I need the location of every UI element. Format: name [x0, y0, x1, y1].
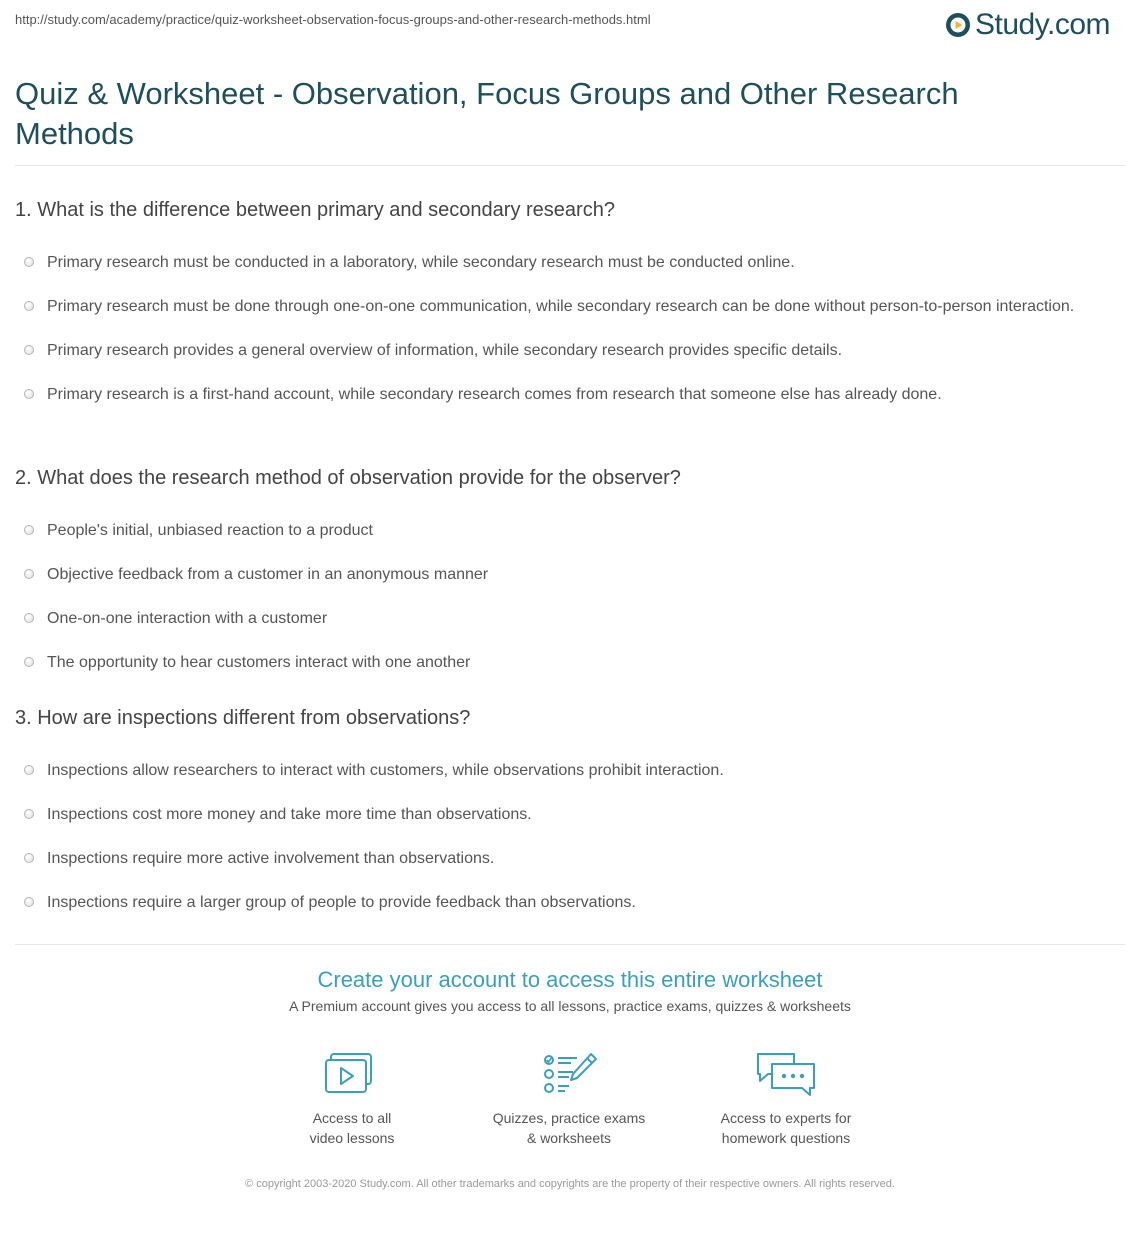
radio-button-icon[interactable]: [24, 525, 34, 535]
feature-experts: [691, 1050, 881, 1148]
question-1: [15, 197, 1125, 409]
answer-option[interactable]: [15, 757, 1125, 785]
answer-option[interactable]: [15, 889, 1125, 917]
answer-option[interactable]: [15, 845, 1125, 873]
answer-option[interactable]: [15, 517, 1125, 545]
answer-label: Primary research provides a general overview of information, while secondary research provides specific details.: [47, 342, 843, 359]
question-text: 3. How are inspections different from observations?: [15, 707, 471, 729]
answer-label: Primary research is a first-hand account, while secondary research comes from research that someone else has already done.: [47, 386, 942, 403]
answer-label: Objective feedback from a customer in an anonymous manner: [47, 566, 489, 583]
answer-option[interactable]: [15, 249, 1125, 277]
answer-label: Inspections allow researchers to interact with customers, while observations prohibit interaction.: [47, 762, 724, 779]
answer-option[interactable]: [15, 801, 1125, 829]
radio-button-icon[interactable]: [24, 345, 34, 355]
radio-button-icon[interactable]: [24, 657, 34, 667]
answer-option[interactable]: [15, 337, 1125, 365]
answer-option[interactable]: [15, 649, 1125, 677]
answer-label: One-on-one interaction with a customer: [47, 610, 328, 627]
feature-label: Access to all video lessons: [309, 1110, 395, 1146]
study-logo[interactable]: [945, 7, 1110, 43]
answer-option[interactable]: [15, 561, 1125, 589]
chat-bubbles-icon: [754, 1050, 818, 1098]
title-divider: [15, 165, 1125, 166]
premium-description: A Premium account gives you access to all lessons, practice exams, quizzes & worksheets: [289, 998, 851, 1014]
logo-text: Study.com: [975, 8, 1110, 41]
answer-label: People's initial, unbiased reaction to a product: [47, 522, 373, 539]
answer-label: Inspections require more active involvement than observations.: [47, 850, 495, 867]
section-divider: [15, 944, 1125, 945]
radio-button-icon[interactable]: [24, 765, 34, 775]
answer-option[interactable]: [15, 293, 1125, 321]
page-title: Quiz & Worksheet - Observation, Focus Groups and Other Research Methods: [15, 76, 959, 151]
feature-label: Quizzes, practice exams & worksheets: [492, 1110, 646, 1146]
answer-label: The opportunity to hear customers interact with one another: [47, 654, 471, 671]
copyright-notice: © copyright 2003-2020 Study.com. All other trademarks and copyrights are the property of their respective owners. All rights reserved.: [245, 1178, 895, 1190]
question-text: 1. What is the difference between primary and secondary research?: [15, 199, 615, 221]
create-account-link[interactable]: Create your account to access this entire worksheet: [317, 967, 823, 992]
feature-quizzes: [474, 1050, 664, 1148]
answer-label: Inspections require a larger group of people to provide feedback than observations.: [47, 894, 636, 911]
radio-button-icon[interactable]: [24, 301, 34, 311]
radio-button-icon[interactable]: [24, 389, 34, 399]
page-url: http://study.com/academy/practice/quiz-worksheet-observation-focus-groups-and-other-research-methods.html: [15, 12, 651, 27]
radio-button-icon[interactable]: [24, 809, 34, 819]
radio-button-icon[interactable]: [24, 853, 34, 863]
answer-label: Primary research must be done through one-on-one communication, while secondary research can be done without person-to-person interaction.: [47, 298, 1075, 315]
answer-label: Primary research must be conducted in a laboratory, while secondary research must be conducted online.: [47, 254, 795, 271]
question-2: [15, 465, 1125, 677]
radio-button-icon[interactable]: [24, 569, 34, 579]
feature-video-lessons: [257, 1050, 447, 1148]
quiz-checklist-icon: [539, 1050, 599, 1098]
answer-option[interactable]: [15, 605, 1125, 633]
radio-button-icon[interactable]: [24, 613, 34, 623]
question-text: 2. What does the research method of observation provide for the observer?: [15, 467, 681, 489]
play-circle-icon: [945, 12, 971, 38]
feature-label: Access to experts for homework questions: [720, 1110, 852, 1146]
answer-option[interactable]: [15, 381, 1125, 409]
question-3: [15, 705, 1125, 917]
radio-button-icon[interactable]: [24, 897, 34, 907]
video-lessons-icon: [322, 1050, 382, 1098]
radio-button-icon[interactable]: [24, 257, 34, 267]
answer-label: Inspections cost more money and take more time than observations.: [47, 806, 532, 823]
